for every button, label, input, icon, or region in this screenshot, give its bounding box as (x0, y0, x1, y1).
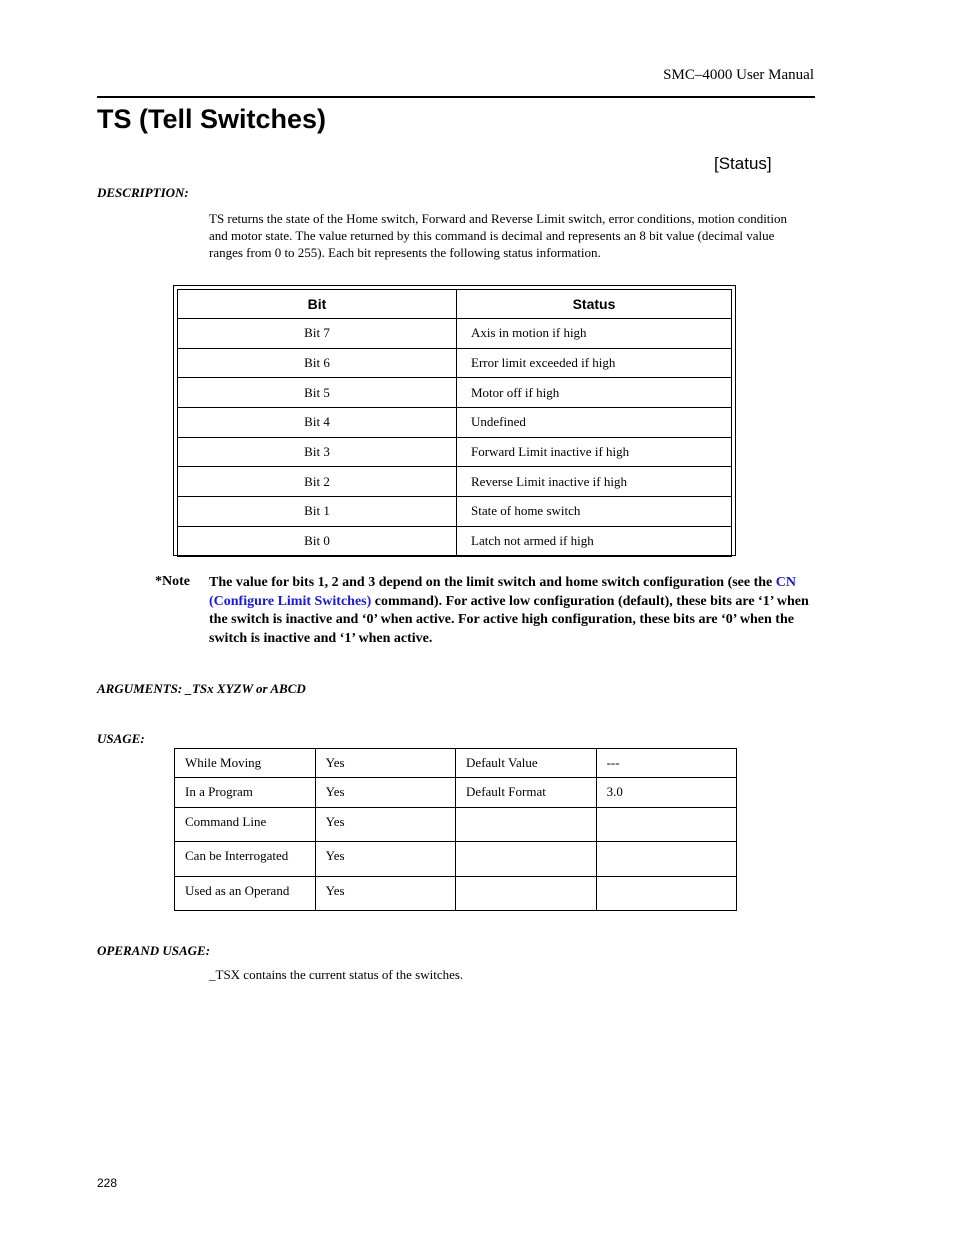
usage-cell (596, 807, 736, 841)
table-row (175, 842, 737, 876)
bit-cell: Bit 4 (178, 408, 457, 438)
status-cell: Reverse Limit inactive if high (457, 467, 732, 497)
note-label: *Note (155, 574, 190, 589)
usage-label: USAGE: (97, 731, 145, 746)
description-label: DESCRIPTION: (97, 185, 189, 200)
usage-cell: Yes (315, 876, 455, 910)
cn-command-link[interactable]: CN (Configure Limit Switches) (209, 575, 797, 609)
usage-cell: Yes (315, 842, 455, 876)
table-row (178, 319, 732, 349)
bit-cell: Bit 7 (178, 319, 457, 349)
usage-cell: While Moving (175, 749, 316, 778)
table-row (178, 378, 732, 408)
note-text-after: command). For active low configuration (default), these bits are ‘1’ when the switch is inactive and ‘0’ when active. For active high configuration, these bits are ‘0’ when the switch is inactive and ‘1’ when active. (209, 593, 809, 647)
usage-cell: Default Format (456, 778, 597, 807)
table-row (178, 497, 732, 527)
bit-status-table (173, 285, 736, 556)
table-row (178, 408, 732, 438)
usage-cell (596, 842, 736, 876)
usage-table (174, 748, 737, 911)
bit-cell: Bit 6 (178, 348, 457, 378)
bit-column-header: Bit (178, 290, 457, 319)
bit-cell: Bit 1 (178, 497, 457, 527)
bit-cell: Bit 0 (178, 526, 457, 556)
usage-cell: Command Line (175, 807, 316, 841)
table-row (178, 467, 732, 497)
page-number: 228 (97, 1176, 118, 1190)
usage-cell: 3.0 (596, 778, 736, 807)
status-cell: Error limit exceeded if high (457, 348, 732, 378)
page-title: TS (Tell Switches) (97, 104, 327, 134)
usage-cell (596, 876, 736, 910)
operand-usage-label: OPERAND USAGE: (97, 943, 211, 958)
usage-cell: Yes (315, 807, 455, 841)
header-rule (97, 96, 815, 98)
usage-cell (456, 842, 597, 876)
usage-cell (456, 876, 597, 910)
status-column-header: Status (457, 290, 732, 319)
usage-cell: Used as an Operand (175, 876, 316, 910)
usage-cell: Can be Interrogated (175, 842, 316, 876)
bit-cell: Bit 3 (178, 437, 457, 467)
description-text: TS returns the state of the Home switch, Forward and Reverse Limit switch, error conditions, motion condition and motor state. The value returned by this command is decimal and represents an 8 bit value (decimal value ranges from 0 to 255). Each bit represents the following status information. (209, 211, 788, 260)
status-cell: Undefined (457, 408, 732, 438)
table-row (178, 437, 732, 467)
usage-cell: In a Program (175, 778, 316, 807)
table-row (175, 778, 737, 807)
table-row (178, 526, 732, 556)
usage-cell: --- (596, 749, 736, 778)
status-cell: Forward Limit inactive if high (457, 437, 732, 467)
usage-cell (456, 807, 597, 841)
operand-usage-text: _TSX contains the current status of the switches. (209, 967, 464, 982)
arguments-label: ARGUMENTS: _TSx XYZW or ABCD (97, 681, 306, 696)
status-tag: [Status] (714, 154, 772, 173)
table-row (175, 749, 737, 778)
status-cell: Axis in motion if high (457, 319, 732, 349)
usage-cell: Yes (315, 749, 455, 778)
status-cell: Motor off if high (457, 378, 732, 408)
manual-title: SMC–4000 User Manual (663, 67, 814, 83)
bit-table (177, 289, 732, 557)
bit-cell: Bit 5 (178, 378, 457, 408)
status-cell: Latch not armed if high (457, 526, 732, 556)
table-row (178, 348, 732, 378)
usage-cell: Yes (315, 778, 455, 807)
status-cell: State of home switch (457, 497, 732, 527)
note-text (209, 574, 815, 649)
table-row (175, 807, 737, 841)
table-row (175, 876, 737, 910)
note-text-before: The value for bits 1, 2 and 3 depend on the limit switch and home switch configuration (see the (209, 575, 776, 590)
bit-cell: Bit 2 (178, 467, 457, 497)
usage-cell: Default Value (456, 749, 597, 778)
